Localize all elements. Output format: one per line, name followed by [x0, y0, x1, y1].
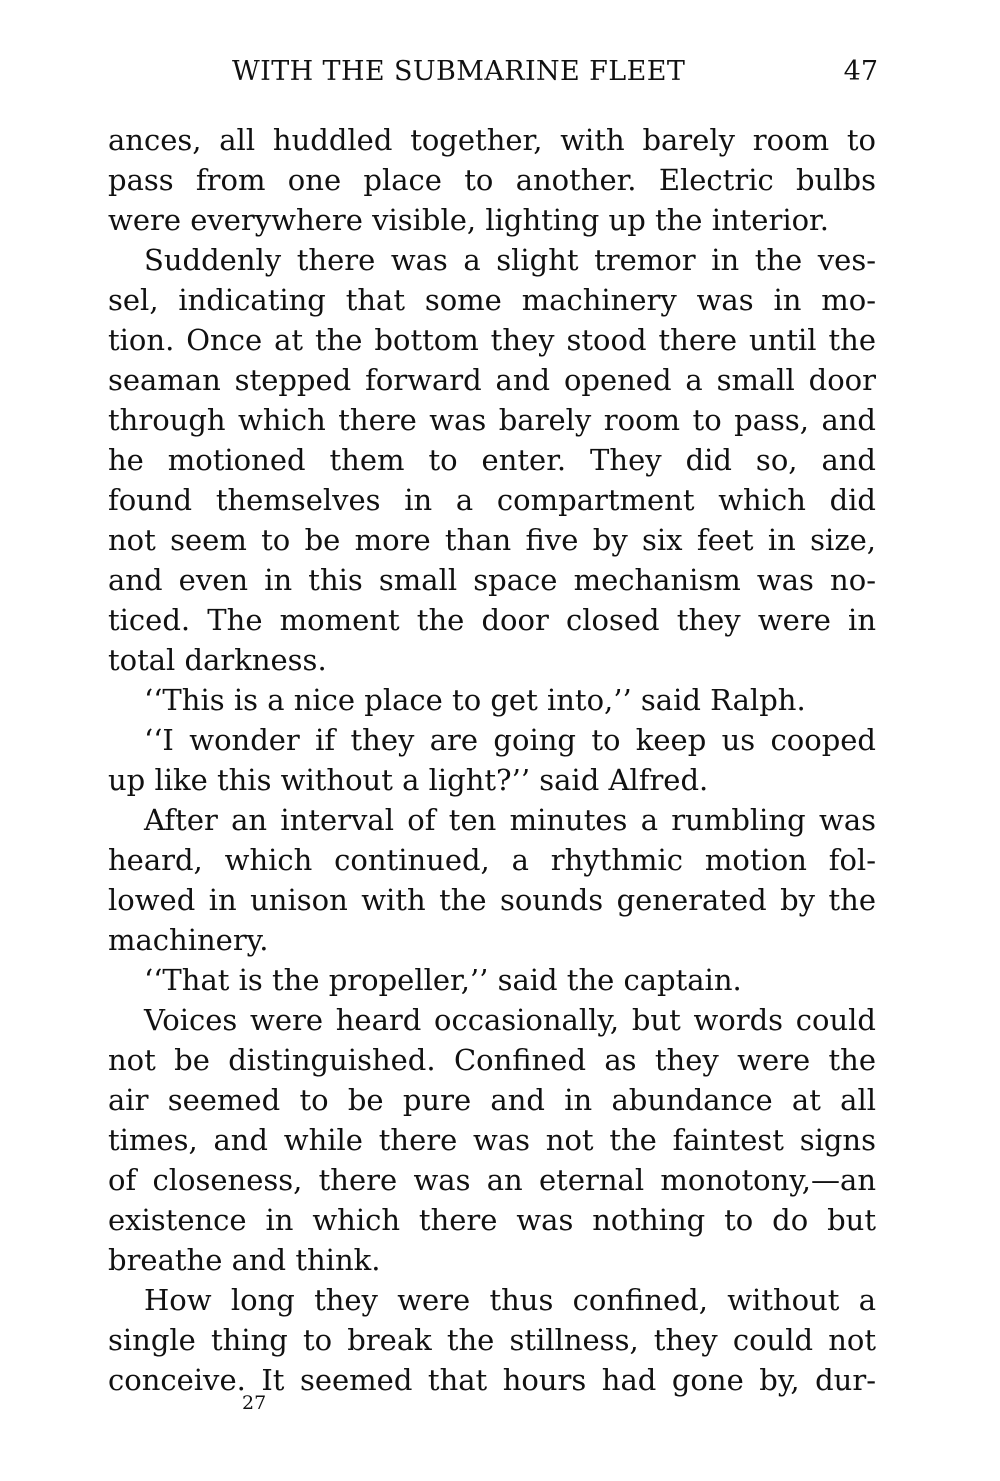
- text-line: seaman stepped forward and opened a small door: [108, 363, 876, 397]
- page-number: 47: [843, 56, 878, 87]
- text-line: ‘‘I wonder if they are going to keep us cooped: [144, 723, 876, 757]
- text-line: air seemed to be pure and in abundance at all: [108, 1083, 876, 1117]
- text-line: total darkness.: [108, 643, 327, 677]
- text-line: times, and while there was not the faintest signs: [108, 1123, 876, 1157]
- text-line: Voices were heard occasionally, but words could: [144, 1003, 876, 1037]
- running-head: WITH THE SUBMARINE FLEET: [232, 56, 686, 87]
- text-line: not seem to be more than five by six feet in size,: [108, 523, 876, 557]
- text-line: up like this without a light?’’ said Alfred.: [108, 763, 709, 797]
- text-line: single thing to break the stillness, they could not: [108, 1323, 876, 1357]
- body-text: [108, 120, 876, 1400]
- text-line: through which there was barely room to pass, and: [108, 403, 876, 437]
- text-line: ‘‘This is a nice place to get into,’’ said Ralph.: [144, 683, 806, 717]
- text-line: machinery.: [108, 923, 269, 957]
- text-line: Suddenly there was a slight tremor in the ves-: [144, 243, 876, 277]
- text-line: tion. Once at the bottom they stood there until the: [108, 323, 876, 357]
- text-line: heard, which continued, a rhythmic motion fol-: [108, 843, 876, 877]
- text-line: How long they were thus confined, without a: [144, 1283, 876, 1317]
- text-line: lowed in unison with the sounds generated by the: [108, 883, 876, 917]
- text-line: ‘‘That is the propeller,’’ said the captain.: [144, 963, 742, 997]
- text-line: and even in this small space mechanism was no-: [108, 563, 876, 597]
- text-line: conceive. It seemed that hours had gone by, dur-: [108, 1363, 876, 1397]
- page-header: [108, 52, 878, 92]
- text-line: ances, all huddled together, with barely room to: [108, 123, 876, 157]
- text-line: were everywhere visible, lighting up the interior.: [108, 203, 829, 237]
- text-line: sel, indicating that some machinery was in mo-: [108, 283, 876, 317]
- text-line: found themselves in a compartment which did: [108, 483, 876, 517]
- text-line: not be distinguished. Confined as they were the: [108, 1043, 876, 1077]
- text-line: After an interval of ten minutes a rumbling was: [144, 803, 876, 837]
- text-line: ticed. The moment the door closed they were in: [108, 603, 876, 637]
- text-line: breathe and think.: [108, 1243, 381, 1277]
- text-line: existence in which there was nothing to do but: [108, 1203, 876, 1237]
- text-line: of closeness, there was an eternal monotony,—an: [108, 1163, 876, 1197]
- text-line: he motioned them to enter. They did so, and: [108, 443, 876, 477]
- text-line: pass from one place to another. Electric bulbs: [108, 163, 876, 197]
- signature-mark: 27: [242, 1392, 267, 1414]
